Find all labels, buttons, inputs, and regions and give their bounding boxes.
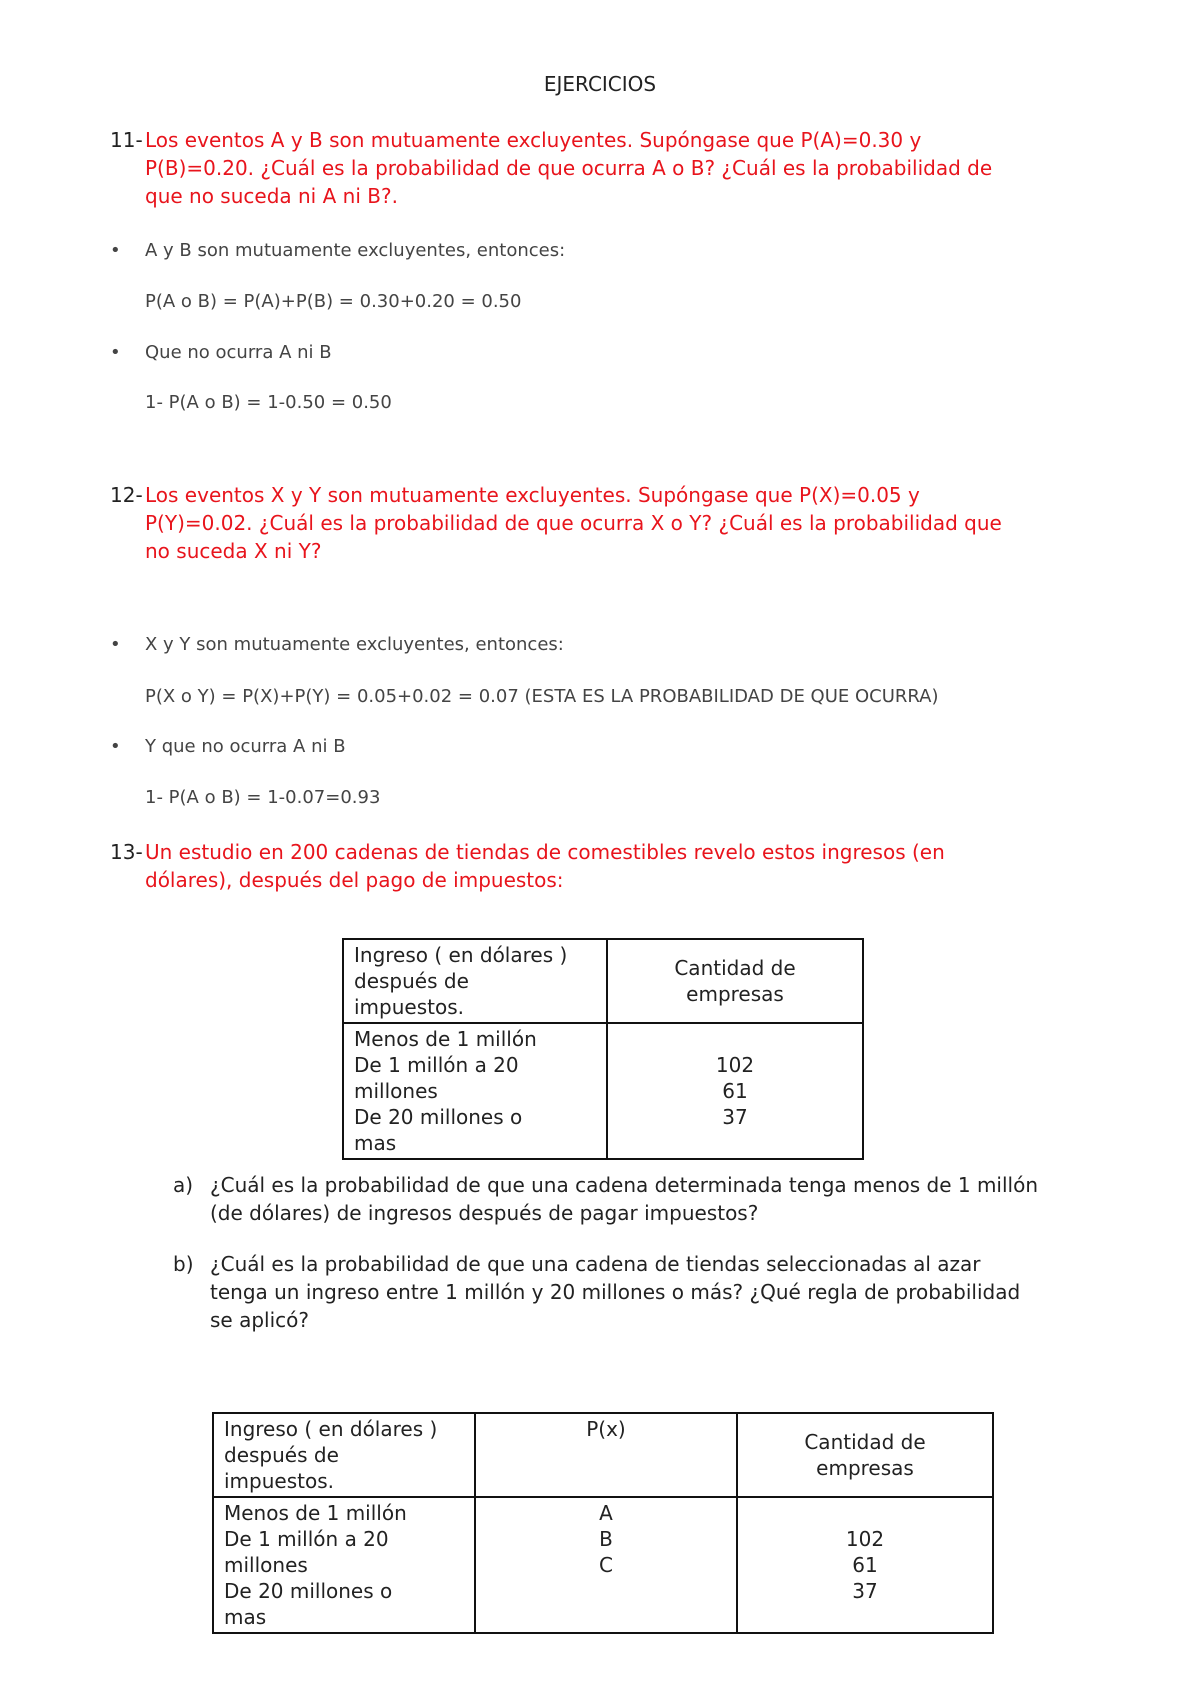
table-cell <box>343 1023 607 1159</box>
exercise-number: 13- <box>110 840 143 864</box>
sub-question-line: tenga un ingreso entre 1 millón y 20 millones o más? ¿Qué regla de probabilidad <box>210 1280 1021 1304</box>
bullet-text: A y B son mutuamente excluyentes, entonces: <box>145 240 566 261</box>
cell-value: C <box>599 1553 613 1577</box>
page-title: EJERCICIOS <box>543 72 657 96</box>
table-header-cell <box>737 1413 993 1497</box>
sub-question-label: b) <box>173 1252 194 1276</box>
bullet-item <box>110 340 332 366</box>
header-line: Ingreso ( en dólares ) <box>354 943 568 967</box>
question-line: Los eventos X y Y son mutuamente excluyentes. Supóngase que P(X)=0.05 y <box>145 483 920 507</box>
bullet-item <box>110 734 346 760</box>
exercise-12-question <box>110 481 1110 565</box>
income-table <box>342 938 864 1160</box>
header-line: Cantidad de <box>804 1430 926 1454</box>
cell-value: 102 <box>845 1527 885 1551</box>
header-line: empresas <box>686 982 784 1006</box>
question-line: no suceda X ni Y? <box>145 539 322 563</box>
row-label: Menos de 1 millón <box>224 1501 407 1525</box>
bullet-item <box>110 632 564 658</box>
table-cell <box>213 1497 475 1633</box>
equation: P(X o Y) = P(X)+P(Y) = 0.05+0.02 = 0.07 (ESTA ES LA PROBABILIDAD DE QUE OCURRA) <box>145 686 939 707</box>
sub-question-line: ¿Cuál es la probabilidad de que una cadena de tiendas seleccionadas al azar <box>210 1252 981 1276</box>
question-line: Los eventos A y B son mutuamente excluyentes. Supóngase que P(A)=0.30 y <box>145 128 922 152</box>
cell-value: 37 <box>722 1105 748 1129</box>
bullet-text: X y Y son mutuamente excluyentes, entonces: <box>145 634 564 655</box>
header-line: después de <box>354 969 469 993</box>
header-line: Ingreso ( en dólares ) <box>224 1417 438 1441</box>
table-cell <box>607 1023 863 1159</box>
cell-value: 102 <box>715 1053 755 1077</box>
question-line: que no suceda ni A ni B?. <box>145 184 398 208</box>
row-label: Menos de 1 millón <box>354 1027 537 1051</box>
bullet-icon: • <box>110 736 121 757</box>
table-header-row <box>343 939 863 1023</box>
header-line: P(x) <box>586 1417 626 1441</box>
table-header-cell <box>213 1413 475 1497</box>
row-label: De 1 millón a 20 <box>354 1053 519 1077</box>
header-line: después de <box>224 1443 339 1467</box>
sub-question-line: ¿Cuál es la probabilidad de que una cadena determinada tenga menos de 1 millón <box>210 1173 1039 1197</box>
cell-value: A <box>599 1501 613 1525</box>
row-label: De 20 millones o <box>354 1105 523 1129</box>
table-cell <box>475 1497 737 1633</box>
row-label: millones <box>354 1079 438 1103</box>
question-line: P(Y)=0.02. ¿Cuál es la probabilidad de que ocurra X o Y? ¿Cuál es la probabilidad que <box>145 511 1002 535</box>
exercise-number: 12- <box>110 483 143 507</box>
question-line: dólares), después del pago de impuestos: <box>145 868 564 892</box>
table-header-row <box>213 1413 993 1497</box>
cell-value: 37 <box>852 1579 878 1603</box>
row-label: De 20 millones o <box>224 1579 393 1603</box>
bullet-text: Que no ocurra A ni B <box>145 342 332 363</box>
cell-value: 61 <box>722 1079 748 1103</box>
question-line: P(B)=0.20. ¿Cuál es la probabilidad de que ocurra A o B? ¿Cuál es la probabilidad de <box>145 156 993 180</box>
exercise-13-question <box>110 838 1110 894</box>
sub-question-label: a) <box>173 1173 194 1197</box>
bullet-item <box>110 238 565 264</box>
cell-value: B <box>599 1527 613 1551</box>
table-row <box>343 1023 863 1159</box>
header-line: empresas <box>816 1456 914 1480</box>
table-header-cell <box>343 939 607 1023</box>
cell-value: 61 <box>852 1553 878 1577</box>
sub-question-line: se aplicó? <box>210 1308 309 1332</box>
header-line: impuestos. <box>354 995 464 1019</box>
header-line: impuestos. <box>224 1469 334 1493</box>
equation: 1- P(A o B) = 1-0.07=0.93 <box>145 787 381 808</box>
equation: 1- P(A o B) = 1-0.50 = 0.50 <box>145 392 392 413</box>
row-label: mas <box>224 1605 267 1629</box>
sub-question-b <box>173 1250 1143 1334</box>
bullet-icon: • <box>110 634 121 655</box>
equation: P(A o B) = P(A)+P(B) = 0.30+0.20 = 0.50 <box>145 291 522 312</box>
sub-question-line: (de dólares) de ingresos después de pagar impuestos? <box>210 1201 759 1225</box>
sub-question-a <box>173 1171 1143 1227</box>
exercise-11-question <box>110 126 1110 210</box>
bullet-text: Y que no ocurra A ni B <box>145 736 346 757</box>
bullet-icon: • <box>110 240 121 261</box>
question-line: Un estudio en 200 cadenas de tiendas de comestibles revelo estos ingresos (en <box>145 840 945 864</box>
row-label: De 1 millón a 20 <box>224 1527 389 1551</box>
header-line: Cantidad de <box>674 956 796 980</box>
row-label: mas <box>354 1131 397 1155</box>
table-header-cell <box>607 939 863 1023</box>
table-row <box>213 1497 993 1633</box>
table-header-cell <box>475 1413 737 1497</box>
probability-table <box>212 1412 994 1634</box>
table-cell <box>737 1497 993 1633</box>
bullet-icon: • <box>110 342 121 363</box>
row-label: millones <box>224 1553 308 1577</box>
exercise-number: 11- <box>110 128 143 152</box>
